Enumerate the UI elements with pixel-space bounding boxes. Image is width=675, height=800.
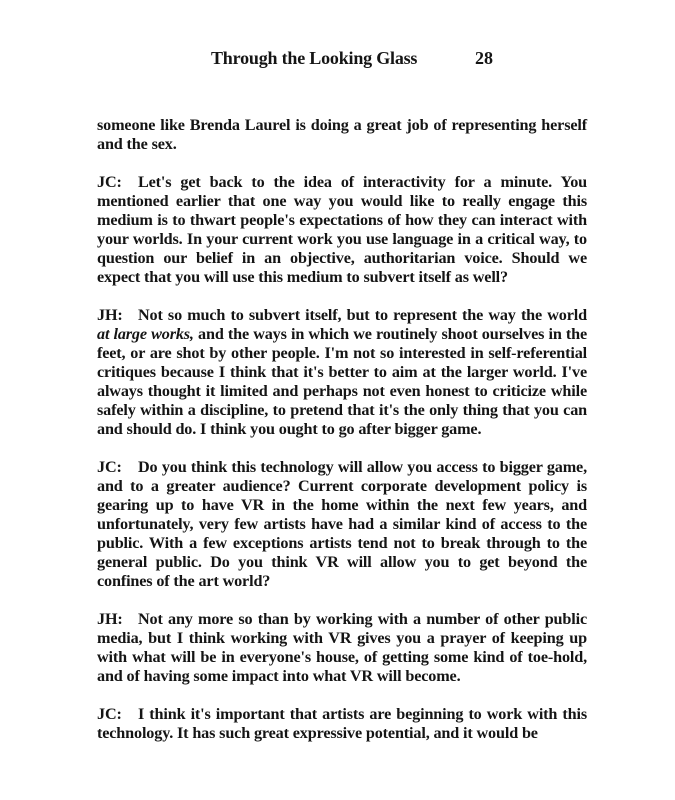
text-line: at large works, and the ways in which we routinely shoot ourselves in the [97, 325, 587, 343]
text-line: unfortunately, very few artists have had a similar kind of access to the [97, 515, 587, 533]
dialogue-paragraph [97, 306, 587, 439]
text-line [97, 705, 587, 724]
emphasis-text: at large works, [97, 325, 194, 343]
text-line: general public. Do you think VR will allow you to get beyond the [97, 553, 587, 571]
line-text: Not any more so than by working with a number of other public [138, 610, 587, 628]
text-line: public. With a few exceptions artists tend not to break through to the [97, 534, 587, 552]
text-line: medium is to thwart people's expectations of how they can interact with [97, 211, 587, 229]
text-line: confines of the art world? [97, 572, 271, 590]
text-line [97, 610, 587, 629]
speaker-label: JH: [97, 610, 123, 628]
text-line: question our belief in an objective, authoritarian voice. Should we [97, 249, 587, 267]
page-number: 28 [475, 48, 493, 68]
text-line: and the sex. [97, 135, 177, 153]
dialogue-paragraph [97, 458, 587, 591]
paragraph [97, 116, 587, 154]
text-line: expect that you will use this medium to subvert itself as well? [97, 268, 508, 286]
text-line: and should do. I think you ought to go after bigger game. [97, 420, 482, 438]
text-line [97, 173, 587, 192]
text-line [97, 458, 587, 477]
speaker-label: JC: [97, 173, 122, 191]
text-line [97, 306, 587, 325]
text-line: your worlds. In your current work you use language in a critical way, to [97, 230, 587, 248]
line-text: Let's get back to the idea of interactivity for a minute. You [138, 173, 587, 191]
dialogue-paragraph [97, 610, 587, 686]
text-line: critiques because I think that it's better to aim at the larger world. I've [97, 363, 587, 381]
text-line: safely within a discipline, to pretend that it's the only thing that you can [97, 401, 587, 419]
text-line: technology. It has such great expressive potential, and it would be [97, 724, 538, 742]
dialogue-paragraph [97, 705, 587, 743]
running-title: Through the Looking Glass [211, 48, 418, 68]
speaker-label: JH: [97, 306, 123, 324]
line-text: Do you think this technology will allow you access to bigger game, [138, 458, 587, 476]
speaker-label: JC: [97, 458, 122, 476]
text-line: media, but I think working with VR gives you a prayer of keeping up [97, 629, 587, 647]
running-header [0, 48, 675, 72]
text-line: and of having some impact into what VR will become. [97, 667, 461, 685]
speaker-label: JC: [97, 705, 122, 723]
text-line: gearing up to have VR in the home within the next few years, and [97, 496, 587, 514]
text-line: always thought it limited and perhaps not even honest to criticize while [97, 382, 587, 400]
text-line: someone like Brenda Laurel is doing a great job of representing herself [97, 116, 587, 134]
text-line: with what will be in everyone's house, of getting some kind of toe-hold, [97, 648, 587, 666]
dialogue-paragraph [97, 173, 587, 287]
line-text: I think it's important that artists are beginning to work with this [138, 705, 587, 723]
line-text: Not so much to subvert itself, but to represent the way the world [138, 306, 587, 324]
document-body [97, 116, 587, 762]
text-line: mentioned earlier that one way you would like to really engage this [97, 192, 587, 210]
text-line: and to a greater audience? Current corporate development policy is [97, 477, 587, 495]
text-line: feet, or are shot by other people. I'm not so interested in self-referential [97, 344, 587, 362]
